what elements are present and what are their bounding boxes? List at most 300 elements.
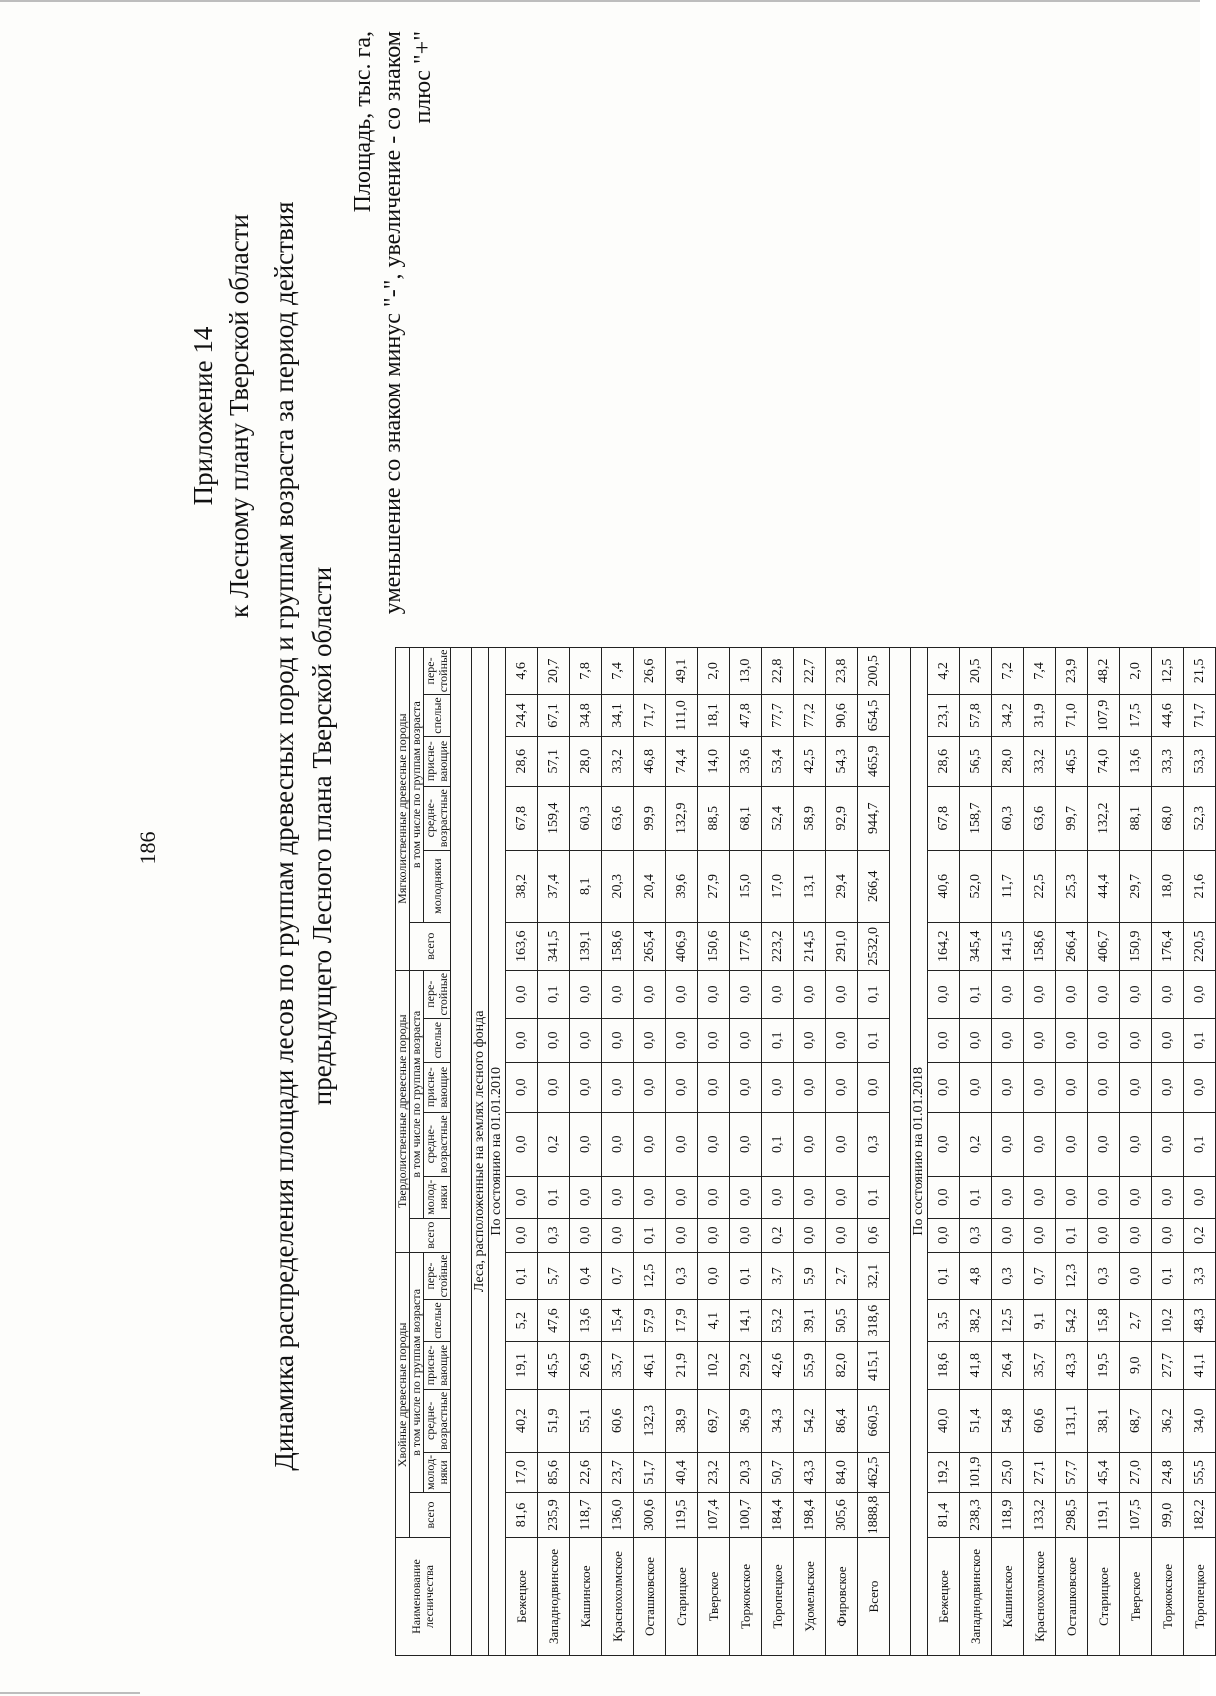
value-cell: 35,7 [1024,1341,1056,1389]
value-cell: 0,0 [928,1018,960,1062]
value-cell: 46,5 [1056,736,1088,786]
value-cell: 150,9 [1120,922,1152,970]
value-cell: 63,6 [1024,786,1056,850]
value-cell: 0,0 [538,1018,570,1062]
forestry-name-cell: Торжокское [1152,1538,1184,1656]
value-cell: 0,0 [1056,1062,1088,1112]
value-cell: 341,5 [538,922,570,970]
forestry-name-cell: Тверское [1120,1538,1152,1656]
document-title [265,36,341,1636]
value-cell: 0,0 [1152,970,1184,1018]
value-cell: 31,9 [1024,695,1056,736]
value-cell: 0,0 [538,1062,570,1112]
value-cell: 41,8 [960,1341,992,1389]
value-cell: 5,9 [794,1252,826,1300]
value-cell: 0,0 [928,1218,960,1252]
value-cell: 0,0 [602,970,634,1018]
value-cell: 0,0 [602,1176,634,1218]
appendix-line-1: Приложение 14 [188,326,218,506]
value-cell: 0,0 [698,1112,730,1176]
header-softwood-overmature: пере-стойные [424,647,451,695]
value-cell: 0,0 [730,970,762,1018]
value-cell: 17,5 [1120,695,1152,736]
value-cell: 57,9 [634,1300,666,1341]
value-cell: 19,5 [1088,1341,1120,1389]
value-cell: 43,3 [794,1452,826,1492]
value-cell: 158,6 [602,922,634,970]
value-cell: 36,2 [1152,1389,1184,1452]
table-row [1056,647,1088,1655]
table-row [960,647,992,1655]
value-cell: 0,0 [570,1112,602,1176]
value-cell: 265,4 [634,922,666,970]
value-cell: 0,1 [858,970,890,1018]
value-cell: 22,6 [570,1452,602,1492]
value-cell: 33,2 [1024,736,1056,786]
value-cell: 54,2 [794,1389,826,1452]
value-cell: 0,0 [1088,970,1120,1018]
value-cell: 42,6 [762,1341,794,1389]
value-cell: 0,0 [826,1218,858,1252]
value-cell: 9,1 [1024,1300,1056,1341]
value-cell: 77,2 [794,695,826,736]
value-cell: 0,0 [698,970,730,1018]
value-cell: 0,0 [634,1018,666,1062]
value-cell: 4,2 [928,647,960,695]
value-cell: 99,9 [634,786,666,850]
value-cell: 0,1 [960,970,992,1018]
value-cell: 2,0 [698,647,730,695]
table-row [858,647,890,1655]
value-cell: 0,0 [1088,1062,1120,1112]
value-cell: 0,0 [698,1218,730,1252]
value-cell: 0,0 [992,1112,1024,1176]
header-softwood-total: всего [410,922,451,970]
value-cell: 136,0 [602,1493,634,1538]
value-cell: 0,0 [602,1018,634,1062]
value-cell: 29,4 [826,850,858,922]
value-cell: 462,5 [858,1452,890,1492]
value-cell: 20,3 [730,1452,762,1492]
value-cell: 57,8 [960,695,992,736]
value-cell: 43,3 [1056,1341,1088,1389]
forestry-name-cell: Всего [858,1538,890,1656]
value-cell: 33,2 [602,736,634,786]
value-cell: 139,1 [570,922,602,970]
value-cell: 107,5 [1120,1493,1152,1538]
value-cell: 21,6 [1184,850,1216,922]
value-cell: 58,9 [794,786,826,850]
header-softwood-young: молодняки [424,850,451,922]
value-cell: 0,3 [666,1252,698,1300]
value-cell: 0,0 [928,1112,960,1176]
value-cell: 40,6 [928,850,960,922]
value-cell: 158,7 [960,786,992,850]
header-hardwood-overmature: пере-стойные [424,970,451,1018]
value-cell: 0,0 [1120,1112,1152,1176]
value-cell: 305,6 [826,1493,858,1538]
value-cell: 46,1 [634,1341,666,1389]
value-cell: 38,2 [506,850,538,922]
value-cell: 20,5 [960,647,992,695]
value-cell: 0,0 [634,970,666,1018]
value-cell: 0,0 [1024,1218,1056,1252]
forestry-name-cell: Кашинское [570,1538,602,1656]
header-conifer-middle: средне-возрастные [424,1389,451,1452]
value-cell: 0,0 [1120,1062,1152,1112]
value-cell: 660,5 [858,1389,890,1452]
value-cell: 81,6 [506,1493,538,1538]
value-cell: 38,1 [1088,1389,1120,1452]
value-cell: 184,4 [762,1493,794,1538]
value-cell: 54,2 [1056,1300,1088,1341]
value-cell: 5,7 [538,1252,570,1300]
value-cell: 7,8 [570,647,602,695]
value-cell: 0,0 [730,1112,762,1176]
value-cell: 60,3 [570,786,602,850]
value-cell: 85,6 [538,1452,570,1492]
value-cell: 14,1 [730,1300,762,1341]
forestry-name-cell: Бежецкое [928,1538,960,1656]
header-hardwood-mature: спелые [424,1018,451,1062]
value-cell: 22,7 [794,647,826,695]
value-cell: 132,2 [1088,786,1120,850]
date-block-label: По состоянию на 01.01.2010 [489,647,506,1655]
value-cell: 44,6 [1152,695,1184,736]
table-row [1024,647,1056,1655]
table-row [634,647,666,1655]
table-row [928,647,960,1655]
value-cell: 3,3 [1184,1252,1216,1300]
value-cell: 57,1 [538,736,570,786]
header-conifer-total: всего [410,1493,451,1538]
value-cell: 12,5 [1152,647,1184,695]
value-cell: 47,8 [730,695,762,736]
value-cell: 27,9 [698,850,730,922]
page-number: 186 [135,831,160,865]
value-cell: 0,0 [1024,970,1056,1018]
value-cell: 0,0 [794,1112,826,1176]
value-cell: 40,2 [506,1389,538,1452]
value-cell: 164,2 [928,922,960,970]
value-cell: 0,0 [570,1176,602,1218]
forestry-name-cell: Удомельское [794,1538,826,1656]
value-cell: 2,7 [1120,1300,1152,1341]
value-cell: 71,0 [1056,695,1088,736]
value-cell: 0,3 [538,1218,570,1252]
value-cell: 0,0 [1056,1018,1088,1062]
value-cell: 13,1 [794,850,826,922]
value-cell: 1888,8 [858,1493,890,1538]
table-row [730,647,762,1655]
value-cell: 0,0 [506,970,538,1018]
value-cell: 90,6 [826,695,858,736]
value-cell: 0,0 [1088,1218,1120,1252]
appendix-caption [185,136,257,696]
value-cell: 33,6 [730,736,762,786]
value-cell: 0,0 [928,1062,960,1112]
value-cell: 68,0 [1152,786,1184,850]
value-cell: 158,6 [1024,922,1056,970]
value-cell: 34,3 [762,1389,794,1452]
value-cell: 0,0 [506,1018,538,1062]
value-cell: 0,1 [730,1252,762,1300]
value-cell: 0,2 [538,1112,570,1176]
value-cell: 0,0 [1024,1062,1056,1112]
header-group-softwood: Мягколиственные древесные породы [396,647,410,970]
spacer-cell [451,647,472,1655]
value-cell: 0,0 [666,1018,698,1062]
value-cell: 41,1 [1184,1341,1216,1389]
value-cell: 18,6 [928,1341,960,1389]
value-cell: 0,0 [1120,1252,1152,1300]
value-cell: 39,6 [666,850,698,922]
value-cell: 0,0 [666,1218,698,1252]
value-cell: 0,1 [928,1252,960,1300]
value-cell: 118,7 [570,1493,602,1538]
value-cell: 2532,0 [858,922,890,970]
value-cell: 119,5 [666,1493,698,1538]
section-title: Леса, расположенные на землях лесного фонда [472,647,489,1655]
value-cell: 10,2 [1152,1300,1184,1341]
value-cell: 24,8 [1152,1452,1184,1492]
table-row [506,647,538,1655]
value-cell: 182,2 [1184,1493,1216,1538]
value-cell: 50,5 [826,1300,858,1341]
value-cell: 0,0 [602,1112,634,1176]
value-cell: 25,0 [992,1452,1024,1492]
value-cell: 415,1 [858,1341,890,1389]
value-cell: 0,0 [928,1176,960,1218]
value-cell: 107,4 [698,1493,730,1538]
value-cell: 0,0 [1184,1062,1216,1112]
value-cell: 15,4 [602,1300,634,1341]
value-cell: 0,1 [538,1176,570,1218]
value-cell: 0,1 [858,1176,890,1218]
value-cell: 0,0 [1184,1176,1216,1218]
value-cell: 0,3 [960,1218,992,1252]
value-cell: 0,0 [1120,1018,1152,1062]
value-cell: 57,7 [1056,1452,1088,1492]
value-cell: 0,0 [1152,1018,1184,1062]
value-cell: 2,7 [826,1252,858,1300]
units-note [348,31,438,646]
value-cell: 12,3 [1056,1252,1088,1300]
value-cell: 34,8 [570,695,602,736]
value-cell: 0,1 [506,1252,538,1300]
value-cell: 0,0 [602,1218,634,1252]
value-cell: 0,4 [570,1252,602,1300]
value-cell: 67,1 [538,695,570,736]
value-cell: 0,0 [698,1018,730,1062]
value-cell: 4,8 [960,1252,992,1300]
value-cell: 0,1 [634,1218,666,1252]
value-cell: 55,5 [1184,1452,1216,1492]
value-cell: 99,7 [1056,786,1088,850]
value-cell: 0,3 [992,1252,1024,1300]
value-cell: 38,9 [666,1389,698,1452]
value-cell: 36,9 [730,1389,762,1452]
value-cell: 0,0 [1088,1018,1120,1062]
value-cell: 0,0 [992,1018,1024,1062]
value-cell: 67,8 [928,786,960,850]
value-cell: 46,8 [634,736,666,786]
value-cell: 23,2 [698,1452,730,1492]
value-cell: 27,1 [1024,1452,1056,1492]
value-cell: 0,0 [1056,1176,1088,1218]
value-cell: 47,6 [538,1300,570,1341]
value-cell: 0,0 [570,970,602,1018]
value-cell: 0,0 [730,1062,762,1112]
value-cell: 0,0 [666,1176,698,1218]
value-cell: 0,0 [730,1218,762,1252]
value-cell: 32,1 [858,1252,890,1300]
value-cell: 0,0 [1088,1112,1120,1176]
value-cell: 0,0 [634,1062,666,1112]
value-cell: 0,0 [794,970,826,1018]
value-cell: 300,6 [634,1493,666,1538]
header-row-subgroups [410,647,424,1655]
value-cell: 235,9 [538,1493,570,1538]
value-cell: 12,5 [992,1300,1024,1341]
value-cell: 0,0 [666,1112,698,1176]
value-cell: 33,3 [1152,736,1184,786]
table-row [602,647,634,1655]
value-cell: 159,4 [538,786,570,850]
header-softwood-premature: присне-вающие [424,736,451,786]
value-cell: 238,3 [960,1493,992,1538]
header-hardwood-middle: средне-возрастные [424,1112,451,1176]
forestry-name-cell: Западнодвинское [960,1538,992,1656]
value-cell: 26,6 [634,647,666,695]
units-line-2: уменьшение со знаком минус "-", увеличение - со знаком плюс "+" [380,31,436,615]
value-cell: 0,0 [826,1018,858,1062]
value-cell: 133,2 [1024,1493,1056,1538]
value-cell: 0,0 [1056,970,1088,1018]
forestry-name-cell: Старицкое [1088,1538,1120,1656]
value-cell: 200,5 [858,647,890,695]
value-cell: 23,7 [602,1452,634,1492]
value-cell: 5,2 [506,1300,538,1341]
value-cell: 55,1 [570,1389,602,1452]
value-cell: 67,8 [506,786,538,850]
value-cell: 37,4 [538,850,570,922]
value-cell: 27,0 [1120,1452,1152,1492]
value-cell: 0,0 [506,1176,538,1218]
value-cell: 29,7 [1120,850,1152,922]
value-cell: 4,1 [698,1300,730,1341]
table-row [570,647,602,1655]
value-cell: 163,6 [506,922,538,970]
forestry-name-cell: Бежецкое [506,1538,538,1656]
value-cell: 17,0 [762,850,794,922]
value-cell: 71,7 [1184,695,1216,736]
value-cell: 74,0 [1088,736,1120,786]
value-cell: 4,6 [506,647,538,695]
value-cell: 0,0 [826,970,858,1018]
value-cell: 28,6 [506,736,538,786]
header-conifer-mature: спелые [424,1300,451,1341]
value-cell: 40,4 [666,1452,698,1492]
value-cell: 51,4 [960,1389,992,1452]
value-cell: 0,0 [602,1062,634,1112]
value-cell: 0,7 [1024,1252,1056,1300]
value-cell: 0,0 [794,1062,826,1112]
value-cell: 0,3 [858,1112,890,1176]
value-cell: 13,6 [1120,736,1152,786]
value-cell: 0,1 [1184,1018,1216,1062]
value-cell: 198,4 [794,1493,826,1538]
value-cell: 7,2 [992,647,1024,695]
value-cell: 92,9 [826,786,858,850]
value-cell: 88,5 [698,786,730,850]
value-cell: 0,0 [762,1176,794,1218]
value-cell: 71,7 [634,695,666,736]
value-cell: 48,2 [1088,647,1120,695]
value-cell: 101,9 [960,1452,992,1492]
table-row [538,647,570,1655]
value-cell: 27,7 [1152,1341,1184,1389]
header-row-groups [396,647,410,1655]
header-conifer-overmature: пере-стойные [424,1252,451,1300]
title-line-1: Динамика распределения площади лесов по группам древесных пород и группам возраста за период действия [269,201,299,1471]
title-line-2: предыдущего Лесного плана Тверской области [307,566,337,1106]
value-cell: 7,4 [602,647,634,695]
value-cell: 15,8 [1088,1300,1120,1341]
value-cell: 48,3 [1184,1300,1216,1341]
value-cell: 406,7 [1088,922,1120,970]
header-conifer-young: молод-няки [424,1452,451,1492]
value-cell: 26,4 [992,1341,1024,1389]
value-cell: 34,0 [1184,1389,1216,1452]
units-line-1: Площадь, тыс. га, [350,31,376,213]
value-cell: 119,1 [1088,1493,1120,1538]
forestry-name-cell: Кашинское [992,1538,1024,1656]
value-cell: 177,6 [730,922,762,970]
value-cell: 0,0 [1120,970,1152,1018]
value-cell: 298,5 [1056,1493,1088,1538]
value-cell: 55,9 [794,1341,826,1389]
value-cell: 0,0 [698,1176,730,1218]
date-block-row [489,647,506,1655]
value-cell: 291,0 [826,922,858,970]
value-cell: 131,1 [1056,1389,1088,1452]
value-cell: 81,4 [928,1493,960,1538]
table-row [992,647,1024,1655]
value-cell: 0,0 [698,1062,730,1112]
value-cell: 34,1 [602,695,634,736]
table-row [794,647,826,1655]
header-hardwood-total: всего [410,1218,451,1252]
value-cell: 0,0 [992,970,1024,1018]
value-cell: 28,0 [992,736,1024,786]
value-cell: 0,1 [762,1018,794,1062]
forestry-name-cell: Осташковское [1056,1538,1088,1656]
value-cell: 45,4 [1088,1452,1120,1492]
value-cell: 63,6 [602,786,634,850]
value-cell: 0,0 [666,1062,698,1112]
value-cell: 0,1 [762,1112,794,1176]
value-cell: 944,7 [858,786,890,850]
value-cell: 12,5 [634,1252,666,1300]
value-cell: 0,0 [570,1062,602,1112]
value-cell: 0,0 [730,1018,762,1062]
value-cell: 0,0 [666,970,698,1018]
value-cell: 465,9 [858,736,890,786]
forestry-name-cell: Старицкое [666,1538,698,1656]
value-cell: 118,9 [992,1493,1024,1538]
value-cell: 17,0 [506,1452,538,1492]
